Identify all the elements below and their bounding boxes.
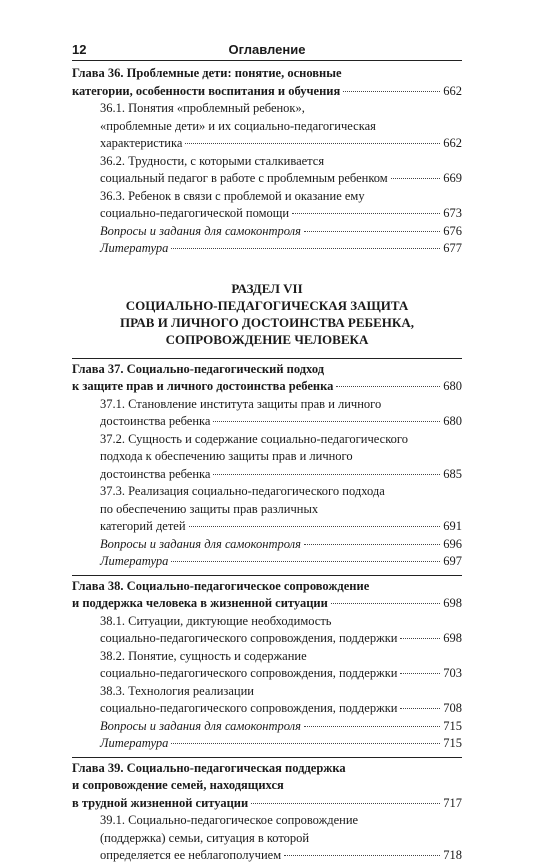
entry-text: Вопросы и задания для самоконтроля: [100, 223, 301, 238]
dot-leader: [343, 91, 440, 92]
page-ref: 715: [443, 736, 462, 750]
section-heading: [72, 280, 462, 348]
toc-subsection-line: 38.3. Технология реализации: [100, 683, 254, 698]
entry-text: социально-педагогического сопровождения, поддержки: [100, 631, 398, 645]
dot-leader: [284, 855, 440, 856]
toc-subsection-line: 37.3. Реализация социально-педагогического подхода: [100, 484, 385, 498]
chapter-title-line: и сопровождение семей, находящихся: [72, 778, 284, 792]
dot-leader: [171, 561, 440, 562]
toc-subsection-line: 38.2. Понятие, сущность и содержание: [100, 648, 307, 663]
page-ref: 698: [443, 631, 462, 645]
dot-leader: [331, 603, 440, 604]
toc-subsection-entry[interactable]: [72, 135, 462, 153]
toc-aux-entry[interactable]: [72, 240, 462, 258]
page-ref: 680: [443, 379, 462, 393]
toc-subsection-entry[interactable]: [72, 665, 462, 683]
toc-subsection-line: 39.1. Социально-педагогическое сопровождение: [100, 813, 359, 827]
dot-leader: [185, 143, 440, 144]
toc-subsection-line: 37.1. Становление института защиты прав и личного: [100, 396, 382, 411]
dot-leader: [213, 474, 440, 475]
entry-text: Литература: [100, 554, 169, 568]
toc-subsection-line: 37.2. Сущность и содержание социально-педагогического: [100, 431, 408, 446]
toc-subsection-entry[interactable]: [72, 170, 462, 188]
section-title-line: ПРАВ И ЛИЧНОГО ДОСТОИНСТВА РЕБЕНКА,: [120, 314, 414, 330]
dot-leader: [304, 544, 440, 545]
page-ref: 703: [443, 666, 462, 680]
toc-subsection-line: (поддержка) семьи, ситуация в которой: [100, 830, 310, 845]
entry-text: Литература: [100, 241, 169, 255]
page-ref: 680: [443, 414, 462, 428]
toc-subsection-line: 38.1. Ситуации, диктующие необходимость: [100, 613, 332, 628]
toc-subsection-line: подхода к обеспечению защиты прав и личного: [100, 449, 353, 463]
entry-text: категорий детей: [100, 519, 186, 533]
chapter-title-line: Глава 36. Проблемные дети: понятие, основные: [72, 66, 342, 80]
toc-chapter: [72, 757, 462, 865]
toc-subsection-entry[interactable]: [72, 700, 462, 718]
toc-subsection-entry[interactable]: [72, 205, 462, 223]
running-title: Оглавление: [228, 42, 306, 57]
dot-leader: [304, 231, 440, 232]
toc-subsection-entry[interactable]: [72, 630, 462, 648]
entry-text: социально-педагогического сопровождения, поддержки: [100, 666, 398, 680]
dot-leader: [213, 421, 440, 422]
section-title-line: СОЦИАЛЬНО-ПЕДАГОГИЧЕСКАЯ ЗАЩИТА: [125, 297, 409, 313]
page-ref: 677: [443, 241, 462, 255]
page-ref: 717: [443, 795, 462, 810]
dot-leader: [400, 708, 440, 709]
toc-subsection-line: 36.3. Ребенок в связи с проблемой и оказание ему: [100, 188, 365, 203]
toc-aux-entry[interactable]: [72, 735, 462, 753]
dot-leader: [292, 213, 440, 214]
chapter-title-line[interactable]: [72, 795, 462, 813]
toc-chapter: [72, 63, 462, 258]
entry-text: социально-педагогической помощи: [100, 206, 290, 220]
entry-text: социальный педагог в работе с проблемным ребенком: [100, 171, 388, 185]
chapter-title-line[interactable]: [72, 83, 462, 101]
toc-subsection-line: 36.1. Понятия «проблемный ребенок»,: [100, 101, 305, 115]
toc-subsection-line: 36.2. Трудности, с которыми сталкивается: [100, 153, 325, 168]
page-ref: 676: [443, 223, 462, 238]
toc-page: [72, 40, 462, 865]
dot-leader: [391, 178, 441, 179]
toc-subsection-entry[interactable]: [72, 466, 462, 484]
entry-text: к защите прав и личного достоинства ребенка: [72, 379, 334, 393]
toc-chapter: [72, 358, 462, 571]
toc-subsection-entry[interactable]: [72, 518, 462, 536]
page-number: 12: [72, 42, 87, 57]
toc-aux-entry[interactable]: [72, 536, 462, 554]
entry-text: Литература: [100, 736, 169, 750]
toc-subsection-entry[interactable]: [72, 413, 462, 431]
dot-leader: [189, 526, 441, 527]
entry-text: достоинства ребенка: [100, 414, 211, 428]
section-title-line: СОПРОВОЖДЕНИЕ ЧЕЛОВЕКА: [165, 331, 369, 347]
page-ref: 685: [443, 466, 462, 481]
section-title-line: РАЗДЕЛ VII: [231, 280, 303, 296]
toc-block-part6: [72, 63, 462, 258]
entry-text: в трудной жизненной ситуации: [72, 795, 249, 810]
dot-leader: [336, 386, 440, 387]
toc-aux-entry[interactable]: [72, 718, 462, 736]
entry-text: Вопросы и задания для самоконтроля: [100, 536, 301, 551]
toc-chapter: [72, 575, 462, 753]
page-ref: 718: [443, 848, 462, 862]
chapter-title-line[interactable]: [72, 595, 462, 613]
page-ref: 662: [443, 83, 462, 98]
entry-text: определяется ее неблагополучием: [100, 848, 282, 862]
page-ref: 696: [443, 536, 462, 551]
toc-subsection-entry[interactable]: [72, 847, 462, 865]
page-ref: 673: [443, 206, 462, 220]
page-ref: 669: [443, 171, 462, 185]
page-ref: 698: [443, 596, 462, 610]
page-ref: 691: [443, 519, 462, 533]
entry-text: характеристика: [100, 136, 183, 150]
toc-aux-entry[interactable]: [72, 223, 462, 241]
chapter-title-line: Глава 38. Социально-педагогическое сопровождение: [72, 578, 370, 593]
toc-aux-entry[interactable]: [72, 553, 462, 571]
toc-block-part7: [72, 358, 462, 865]
entry-text: и поддержка человека в жизненной ситуации: [72, 596, 328, 610]
toc-subsection-line: «проблемные дети» и их социально-педагогическая: [100, 118, 376, 133]
dot-leader: [400, 673, 440, 674]
page-ref: 697: [443, 554, 462, 568]
toc-subsection-line: по обеспечению защиты прав различных: [100, 501, 319, 516]
chapter-title-line: Глава 39. Социально-педагогическая поддержка: [72, 760, 346, 775]
chapter-title-line[interactable]: [72, 378, 462, 396]
dot-leader: [171, 743, 440, 744]
page-ref: 715: [443, 718, 462, 733]
dot-leader: [171, 248, 440, 249]
dot-leader: [304, 726, 440, 727]
dot-leader: [400, 638, 440, 639]
page-ref: 662: [443, 136, 462, 150]
page-ref: 708: [443, 701, 462, 715]
entry-text: социально-педагогического сопровождения, поддержки: [100, 701, 398, 715]
dot-leader: [251, 803, 440, 804]
chapter-title-line: Глава 37. Социально-педагогический подход: [72, 361, 325, 376]
entry-text: достоинства ребенка: [100, 466, 211, 481]
entry-text: Вопросы и задания для самоконтроля: [100, 718, 301, 733]
entry-text: категории, особенности воспитания и обучения: [72, 83, 341, 98]
page-header: [72, 40, 462, 61]
